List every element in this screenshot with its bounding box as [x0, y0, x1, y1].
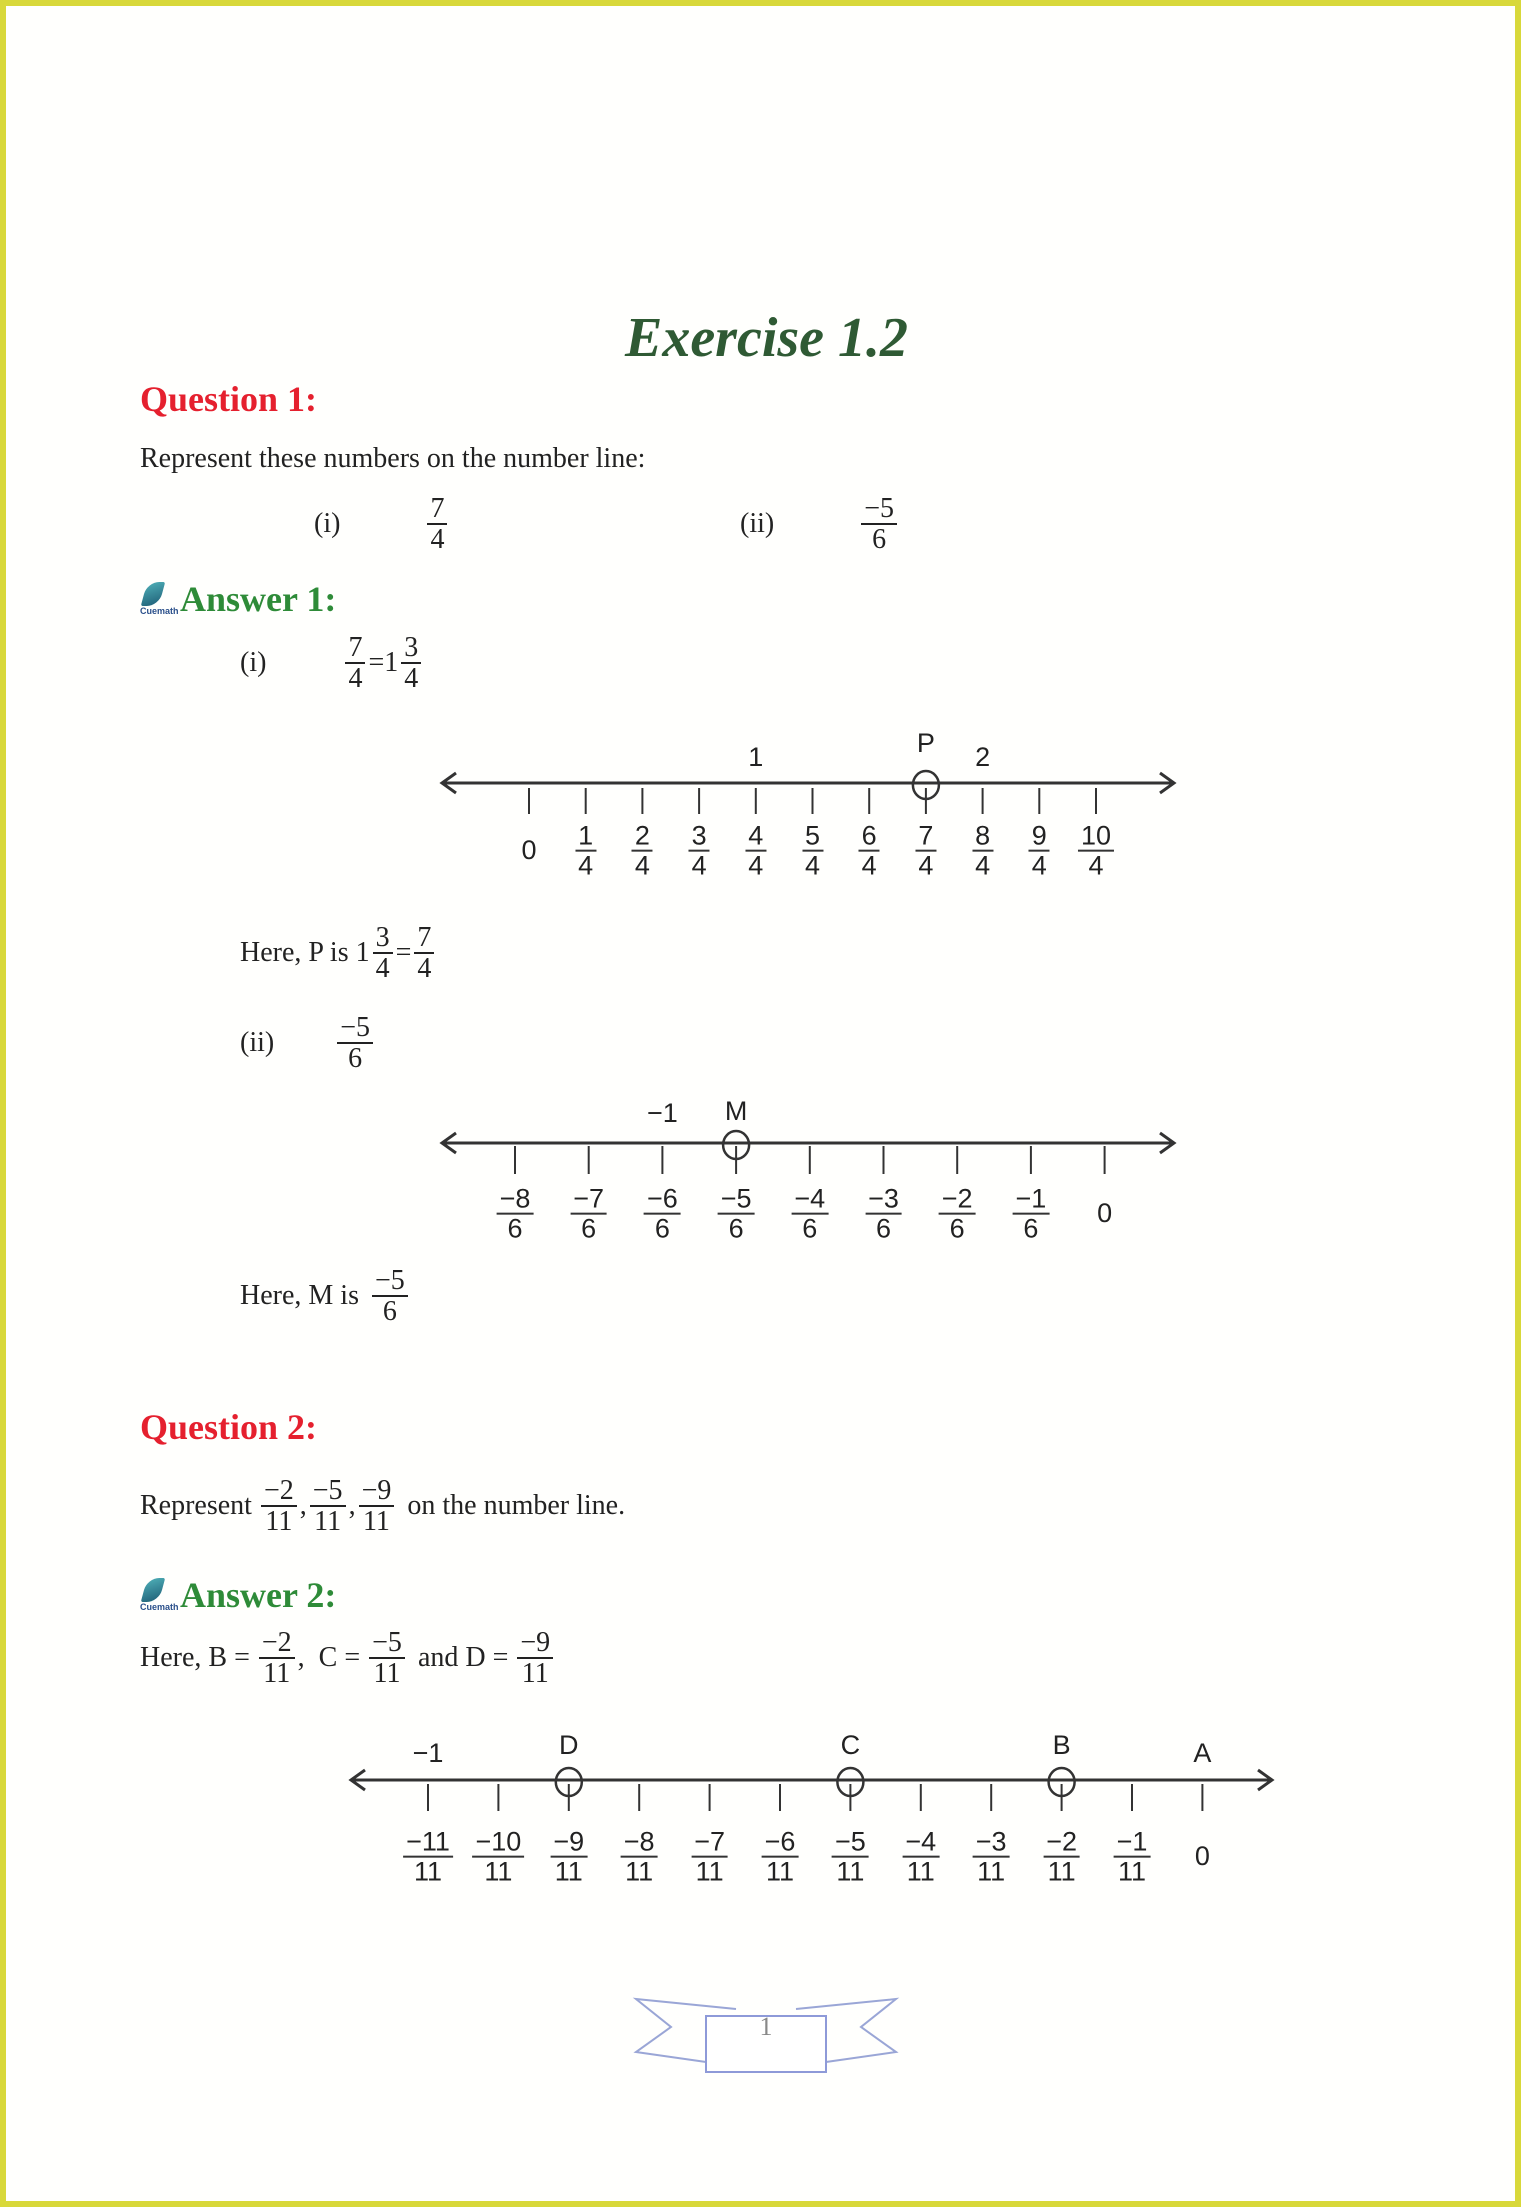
tick-label — [572, 822, 599, 881]
numerator: 2 — [632, 822, 653, 852]
denominator: 6 — [507, 1214, 523, 1244]
fraction — [762, 1828, 799, 1887]
fraction — [517, 1628, 553, 1689]
equals-mixed: =1 — [368, 647, 399, 679]
numerator: −4 — [902, 1828, 939, 1858]
denominator: 6 — [382, 1296, 397, 1328]
denominator: 11 — [695, 1857, 724, 1887]
tick-label — [1040, 1828, 1083, 1887]
denominator: 6 — [581, 1214, 597, 1244]
denominator: 4 — [430, 524, 445, 556]
numerator: 3 — [373, 923, 393, 954]
statement-text: Here, M is — [240, 1280, 359, 1312]
denominator: 11 — [1117, 1857, 1147, 1887]
separator: , — [348, 1490, 356, 1522]
fraction — [745, 822, 766, 881]
above-label: A — [1193, 1738, 1212, 1769]
question-1-part-i — [314, 494, 450, 555]
fraction — [372, 1266, 408, 1327]
denominator: 11 — [836, 1857, 865, 1887]
answer-1-heading — [140, 578, 336, 620]
point-marker-circle — [556, 1768, 582, 1796]
fraction — [973, 1828, 1010, 1887]
fraction — [401, 633, 421, 694]
tick-label — [1026, 822, 1053, 881]
numerator: 6 — [859, 822, 880, 852]
tick-label — [686, 822, 713, 881]
page-number: 1 — [759, 2012, 773, 2041]
above-label: 1 — [748, 742, 764, 773]
denominator: 11 — [765, 1857, 795, 1887]
text-suffix: on the number line. — [407, 1490, 626, 1522]
denominator: 6 — [875, 1214, 892, 1244]
denominator: 11 — [265, 1506, 293, 1538]
tick-label — [494, 1185, 537, 1244]
answer-heading-text: Answer 1: — [180, 579, 337, 619]
fraction — [791, 1185, 828, 1244]
fraction — [1114, 1828, 1151, 1887]
numerator: −11 — [403, 1828, 453, 1858]
point-marker-circle — [837, 1768, 863, 1796]
denominator: 11 — [413, 1857, 443, 1887]
answer-1-m-statement — [240, 1266, 411, 1327]
numerator: 7 — [414, 923, 434, 954]
answer-1-p-statement — [240, 923, 437, 984]
denominator: 4 — [375, 953, 390, 985]
numerator: 9 — [1029, 822, 1050, 852]
numerator: −5 — [372, 1266, 408, 1297]
tick-label — [1009, 1185, 1052, 1244]
statement-text: Here, P is 1 — [240, 937, 370, 969]
point-label: D — [559, 1730, 579, 1761]
numerator: −3 — [865, 1185, 902, 1215]
numerator: 7 — [427, 494, 447, 525]
denominator: 11 — [906, 1857, 935, 1887]
point-label: C — [840, 1730, 861, 1761]
denominator: 11 — [314, 1506, 342, 1538]
numerator: −10 — [472, 1828, 524, 1858]
fraction — [310, 1476, 346, 1537]
numerator: −5 — [369, 1628, 405, 1659]
denominator: 6 — [348, 1043, 363, 1075]
denominator: 4 — [348, 663, 363, 695]
numerator: −2 — [1043, 1828, 1080, 1858]
numerator: −5 — [718, 1185, 755, 1215]
fraction — [1043, 1828, 1080, 1887]
numerator: 7 — [345, 633, 365, 664]
page-title: Exercise 1.2 — [624, 307, 909, 369]
denominator: 6 — [728, 1214, 744, 1244]
tick-label — [969, 822, 996, 881]
numerator: 4 — [745, 822, 766, 852]
fraction — [403, 1828, 453, 1887]
numerator: 3 — [401, 633, 421, 664]
numerator: −4 — [791, 1185, 828, 1215]
fraction — [259, 1628, 295, 1689]
fraction — [865, 1185, 902, 1244]
question-1-text: Represent these numbers on the number line: — [140, 443, 646, 474]
part-label: (ii) — [240, 1027, 275, 1059]
tick-label — [715, 1185, 758, 1244]
tick-label — [547, 1828, 590, 1887]
right-arrow-icon — [1160, 773, 1174, 793]
fraction — [1012, 1185, 1049, 1244]
fraction — [359, 1476, 395, 1537]
tick-label — [788, 1185, 831, 1244]
denominator: 4 — [634, 851, 650, 881]
denominator: 6 — [802, 1214, 818, 1244]
fraction — [621, 1828, 658, 1887]
fraction — [414, 923, 434, 984]
left-arrow-icon — [442, 773, 456, 793]
tick-label — [970, 1828, 1013, 1887]
denominator: 4 — [975, 851, 991, 881]
numerator: −5 — [832, 1828, 869, 1858]
tick-whole: 0 — [1194, 1841, 1210, 1872]
point-label: B — [1052, 1730, 1071, 1761]
fraction — [832, 1828, 869, 1887]
tick-label — [469, 1828, 527, 1887]
numerator: −1 — [1012, 1185, 1049, 1215]
numerator: −6 — [644, 1185, 681, 1215]
answer-1-part-i — [240, 633, 424, 694]
above-label: −1 — [412, 1738, 444, 1769]
tick-label — [912, 822, 939, 881]
denominator: 4 — [1088, 851, 1104, 881]
denominator: 4 — [1031, 851, 1047, 881]
tick-label — [759, 1828, 802, 1887]
denominator: 4 — [578, 851, 594, 881]
part-label: (i) — [240, 647, 267, 679]
tick-label — [567, 1185, 610, 1244]
question-2-text — [140, 1476, 625, 1537]
numerator: −2 — [939, 1185, 976, 1215]
numerator: −5 — [310, 1476, 346, 1507]
fraction — [575, 822, 596, 881]
denominator: 6 — [654, 1214, 670, 1244]
numerator: 1 — [575, 822, 596, 852]
separator: , — [299, 1490, 307, 1522]
fraction — [859, 822, 880, 881]
denominator: 6 — [949, 1214, 965, 1244]
tick-label — [829, 1828, 872, 1887]
fraction — [497, 1185, 534, 1244]
point-marker-circle — [1049, 1768, 1075, 1796]
denominator: 11 — [1047, 1857, 1076, 1887]
text: , C = — [297, 1642, 361, 1674]
denominator: 11 — [263, 1658, 291, 1690]
denominator: 4 — [691, 851, 707, 881]
tick-label — [1097, 1199, 1112, 1229]
answer-1-part-ii — [240, 1013, 376, 1074]
text-prefix: Represent — [140, 1490, 252, 1522]
point-label: M — [724, 1096, 748, 1127]
question-2-heading: Question 2: — [140, 1407, 318, 1447]
tick-label — [641, 1185, 684, 1244]
text: and D = — [417, 1642, 509, 1674]
fraction — [915, 822, 936, 881]
denominator: 11 — [977, 1857, 1006, 1887]
numerator: −5 — [337, 1013, 373, 1044]
numerator: −8 — [621, 1828, 658, 1858]
fraction — [345, 633, 365, 694]
tick-label — [1195, 1842, 1210, 1872]
fraction — [939, 1185, 976, 1244]
question-1-heading: Question 1: — [140, 379, 318, 419]
fraction — [644, 1185, 681, 1244]
fraction — [1029, 822, 1050, 881]
denominator: 11 — [625, 1857, 654, 1887]
point-label: P — [916, 728, 935, 759]
numerator: 5 — [802, 822, 823, 852]
denominator: 4 — [404, 663, 419, 695]
numerator: −9 — [517, 1628, 553, 1659]
numerator: −9 — [550, 1828, 587, 1858]
numerator: −7 — [570, 1185, 607, 1215]
part-label: (i) — [314, 508, 341, 540]
tick-label — [521, 836, 536, 866]
quill-logo-icon: Cuemath — [140, 582, 174, 616]
tick-whole: 0 — [521, 835, 537, 866]
answer-heading-text: Answer 2: — [180, 1575, 337, 1615]
fraction — [718, 1185, 755, 1244]
denominator: 6 — [1023, 1214, 1039, 1244]
fraction — [632, 822, 653, 881]
fraction — [689, 822, 710, 881]
tick-label — [862, 1185, 905, 1244]
tick-label — [1075, 822, 1117, 881]
numerator: 7 — [915, 822, 936, 852]
numerator: −2 — [261, 1476, 297, 1507]
numerator: −2 — [259, 1628, 295, 1659]
fraction — [472, 1828, 524, 1887]
numerator: 3 — [689, 822, 710, 852]
answer-2-statement — [140, 1628, 556, 1689]
numerator: −1 — [1114, 1828, 1151, 1858]
numerator: −9 — [359, 1476, 395, 1507]
tick-label — [1111, 1828, 1154, 1887]
right-arrow-icon — [1160, 1133, 1174, 1153]
fraction — [261, 1476, 297, 1537]
fraction — [373, 923, 393, 984]
question-1-part-ii — [740, 494, 900, 555]
denominator: 11 — [484, 1857, 513, 1887]
quill-logo-icon: Cuemath — [140, 1578, 174, 1612]
fraction — [802, 822, 823, 881]
text: Here, B = — [140, 1642, 250, 1674]
fraction — [550, 1828, 587, 1887]
point-marker-circle — [913, 771, 939, 799]
point-marker-circle — [723, 1131, 749, 1159]
tick-label — [936, 1185, 979, 1244]
left-arrow-icon — [351, 1770, 365, 1790]
fraction — [691, 1828, 728, 1887]
fraction — [570, 1185, 607, 1244]
right-arrow-icon — [1258, 1770, 1272, 1790]
tick-label — [742, 822, 769, 881]
numerator: 8 — [972, 822, 993, 852]
numerator: −7 — [691, 1828, 728, 1858]
numerator: −8 — [497, 1185, 534, 1215]
denominator: 4 — [748, 851, 764, 881]
left-arrow-icon — [442, 1133, 456, 1153]
fraction — [369, 1628, 405, 1689]
tick-label — [899, 1828, 942, 1887]
denominator: 4 — [417, 953, 432, 985]
fraction — [861, 494, 897, 555]
above-label: −1 — [646, 1098, 678, 1129]
denominator: 11 — [521, 1658, 549, 1690]
answer-2-heading — [140, 1574, 336, 1616]
denominator: 4 — [861, 851, 877, 881]
denominator: 11 — [554, 1857, 583, 1887]
denominator: 6 — [872, 524, 887, 556]
denominator: 11 — [373, 1658, 401, 1690]
equals: = — [395, 937, 412, 969]
fraction — [427, 494, 447, 555]
denominator: 11 — [362, 1506, 390, 1538]
fraction — [902, 1828, 939, 1887]
tick-label — [688, 1828, 731, 1887]
tick-label — [618, 1828, 661, 1887]
tick-label — [400, 1828, 456, 1887]
tick-label — [629, 822, 656, 881]
numerator: −6 — [762, 1828, 799, 1858]
numerator: 10 — [1078, 822, 1114, 852]
denominator: 4 — [918, 851, 934, 881]
numerator: −5 — [861, 494, 897, 525]
tick-whole: 0 — [1097, 1198, 1113, 1229]
fraction — [972, 822, 993, 881]
above-label: 2 — [975, 742, 991, 773]
fraction — [1078, 822, 1114, 881]
tick-label — [799, 822, 826, 881]
fraction — [337, 1013, 373, 1074]
numerator: −3 — [973, 1828, 1010, 1858]
part-label: (ii) — [740, 508, 775, 540]
denominator: 4 — [804, 851, 821, 881]
tick-label — [856, 822, 883, 881]
